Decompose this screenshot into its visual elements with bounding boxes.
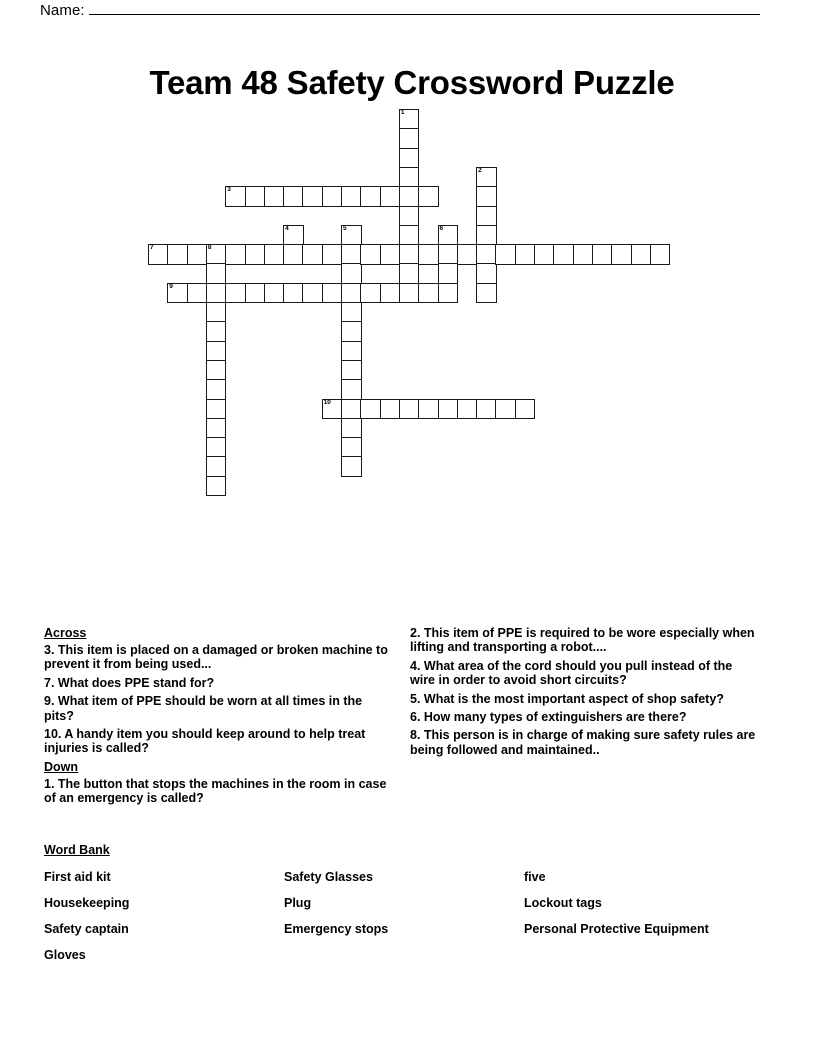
crossword-cell[interactable] [360, 186, 381, 207]
crossword-cell[interactable] [167, 283, 188, 304]
clues-section [44, 626, 764, 810]
clue-down-5: 5. What is the most important aspect of shop safety? [410, 691, 724, 706]
crossword-cell[interactable] [264, 244, 285, 265]
crossword-cell[interactable] [302, 244, 323, 265]
crossword-cell[interactable] [322, 399, 343, 420]
crossword-cell[interactable] [341, 283, 362, 304]
word-bank-item: Plug [284, 896, 312, 910]
word-bank-item: Gloves [44, 948, 86, 962]
crossword-cell[interactable] [341, 399, 362, 420]
word-bank-grid [44, 870, 764, 963]
crossword-cell[interactable] [380, 186, 401, 207]
crossword-cell[interactable] [341, 244, 362, 265]
clue-down-8: 8. This person is in charge of making sure safety rules are being followed and maintained.. [410, 728, 756, 757]
crossword-cell[interactable] [206, 476, 227, 497]
crossword-cell[interactable] [573, 244, 594, 265]
word-bank-heading: Word Bank [44, 843, 110, 857]
crossword-cell[interactable] [206, 360, 227, 381]
crossword-cell[interactable] [341, 456, 362, 477]
crossword-cell[interactable] [148, 244, 169, 265]
crossword-cell[interactable] [495, 244, 516, 265]
crossword-cell[interactable] [283, 283, 304, 304]
crossword-cell[interactable] [283, 244, 304, 265]
clue-across-7: 7. What does PPE stand for? [44, 675, 215, 690]
word-bank-item: Personal Protective Equipment [524, 922, 709, 936]
crossword-cell[interactable] [341, 379, 362, 400]
crossword-cell[interactable] [245, 244, 266, 265]
crossword-cell[interactable] [380, 244, 401, 265]
crossword-cell[interactable] [399, 186, 420, 207]
word-bank-item: First aid kit [44, 870, 111, 884]
crossword-cell[interactable] [399, 167, 420, 188]
crossword-cell[interactable] [322, 186, 343, 207]
crossword-cell[interactable] [206, 341, 227, 362]
crossword-cell[interactable] [438, 399, 459, 420]
crossword-cell[interactable] [418, 186, 439, 207]
crossword-cell[interactable] [360, 399, 381, 420]
crossword-cell[interactable] [515, 244, 536, 265]
crossword-cell[interactable] [206, 418, 227, 439]
crossword-cell[interactable] [438, 263, 459, 284]
crossword-cell[interactable] [592, 244, 613, 265]
crossword-cell[interactable] [341, 263, 362, 284]
crossword-cell[interactable] [341, 321, 362, 342]
crossword-cell[interactable] [380, 399, 401, 420]
word-bank-item: Housekeeping [44, 896, 130, 910]
crossword-cell[interactable] [283, 186, 304, 207]
clues-column-left [44, 626, 392, 810]
crossword-cell[interactable] [476, 206, 497, 227]
word-bank-item: Safety captain [44, 922, 129, 936]
crossword-cell[interactable] [380, 283, 401, 304]
crossword-cell[interactable] [225, 244, 246, 265]
crossword-cell[interactable] [322, 244, 343, 265]
crossword-cell[interactable] [418, 283, 439, 304]
clues-column-right [410, 626, 758, 761]
crossword-cell[interactable] [399, 148, 420, 169]
crossword-cell[interactable] [206, 302, 227, 323]
clue-across-3: 3. This item is placed on a damaged or broken machine to prevent it from being used... [44, 643, 388, 672]
crossword-cell[interactable] [534, 244, 555, 265]
crossword-cell[interactable] [341, 302, 362, 323]
crossword-cell[interactable] [631, 244, 652, 265]
crossword-cell[interactable] [206, 437, 227, 458]
crossword-cell-number: 10 [323, 398, 331, 406]
word-bank-item: five [524, 870, 546, 884]
crossword-cell[interactable] [245, 186, 266, 207]
crossword-cell[interactable] [360, 283, 381, 304]
crossword-cell[interactable] [438, 283, 459, 304]
crossword-cell[interactable] [399, 109, 420, 130]
crossword-cell[interactable] [399, 128, 420, 149]
page-title: Team 48 Safety Crossword Puzzle [149, 64, 675, 102]
clue-down-2: 2. This item of PPE is required to be wore especially when lifting and transporting a robot.... [410, 626, 755, 655]
clue-across-9: 9. What item of PPE should be worn at all times in the pits? [44, 694, 363, 723]
crossword-cell[interactable] [341, 437, 362, 458]
crossword-cell[interactable] [341, 341, 362, 362]
crossword-cell-number: 8 [207, 244, 212, 252]
crossword-cell-number: 7 [150, 244, 154, 252]
crossword-cell[interactable] [206, 399, 227, 420]
crossword-cell[interactable] [322, 283, 343, 304]
crossword-cell[interactable] [167, 244, 188, 265]
crossword-cell-number: 4 [285, 224, 289, 232]
crossword-cell[interactable] [206, 456, 227, 477]
crossword-cell[interactable] [457, 399, 478, 420]
crossword-cell[interactable] [341, 225, 362, 246]
crossword-cell[interactable] [457, 244, 478, 265]
crossword-cell[interactable] [476, 167, 497, 188]
word-bank-section [44, 843, 764, 963]
crossword-cell-number: 5 [343, 224, 347, 232]
crossword-cell[interactable] [302, 186, 323, 207]
word-bank-item: Safety Glasses [284, 870, 373, 884]
across-heading: Across [44, 626, 87, 640]
clue-across-10: 10. A handy item you should keep around to help treat injuries is called? [44, 727, 366, 756]
crossword-cell[interactable] [245, 283, 266, 304]
crossword-cell[interactable] [225, 283, 246, 304]
crossword-cell[interactable] [650, 244, 671, 265]
crossword-cell[interactable] [206, 283, 227, 304]
crossword-cell[interactable] [476, 263, 497, 284]
crossword-grid[interactable] [0, 0, 816, 520]
crossword-cell[interactable] [302, 283, 323, 304]
down-heading: Down [44, 759, 79, 774]
crossword-cell[interactable] [399, 244, 420, 265]
crossword-cell[interactable] [553, 244, 574, 265]
crossword-cell[interactable] [438, 244, 459, 265]
crossword-cell[interactable] [399, 263, 420, 284]
clue-down-1: 1. The button that stops the machines in the room in case of an emergency is called? [44, 776, 387, 806]
crossword-cell[interactable] [283, 225, 304, 246]
crossword-cell[interactable] [476, 244, 497, 265]
crossword-cell[interactable] [476, 283, 497, 304]
crossword-cell[interactable] [495, 399, 516, 420]
crossword-cell[interactable] [206, 263, 227, 284]
crossword-cell[interactable] [399, 283, 420, 304]
crossword-cell[interactable] [206, 244, 227, 265]
crossword-cell[interactable] [341, 186, 362, 207]
crossword-cell[interactable] [206, 379, 227, 400]
crossword-cell[interactable] [611, 244, 632, 265]
crossword-cell[interactable] [264, 186, 285, 207]
name-label: Name: [40, 2, 85, 19]
crossword-cell[interactable] [418, 399, 439, 420]
crossword-cell[interactable] [206, 321, 227, 342]
word-bank-item: Lockout tags [524, 896, 602, 910]
crossword-cell[interactable] [360, 244, 381, 265]
crossword-cell[interactable] [438, 225, 459, 246]
crossword-cell-number: 3 [227, 186, 231, 194]
crossword-cell[interactable] [399, 399, 420, 420]
clue-down-4: 4. What area of the cord should you pull instead of the wire in order to avoid short circuits? [410, 658, 733, 688]
crossword-cell[interactable] [399, 206, 420, 227]
crossword-cell-number: 1 [400, 109, 405, 116]
crossword-cell-number: 9 [169, 282, 173, 290]
crossword-cell-number: 2 [478, 166, 482, 174]
crossword-cell[interactable] [341, 360, 362, 381]
crossword-cell[interactable] [225, 186, 246, 207]
crossword-cell[interactable] [418, 244, 439, 265]
clue-down-6: 6. How many types of extinguishers are there? [410, 710, 687, 725]
crossword-cell[interactable] [187, 244, 208, 265]
crossword-cell[interactable] [515, 399, 536, 420]
crossword-cell[interactable] [476, 186, 497, 207]
crossword-cell[interactable] [264, 283, 285, 304]
crossword-cell[interactable] [341, 418, 362, 439]
crossword-cell[interactable] [399, 225, 420, 246]
crossword-cell[interactable] [476, 225, 497, 246]
crossword-cell[interactable] [476, 399, 497, 420]
word-bank-item: Emergency stops [284, 922, 389, 936]
crossword-cell-number: 6 [439, 224, 444, 232]
crossword-cell[interactable] [187, 283, 208, 304]
